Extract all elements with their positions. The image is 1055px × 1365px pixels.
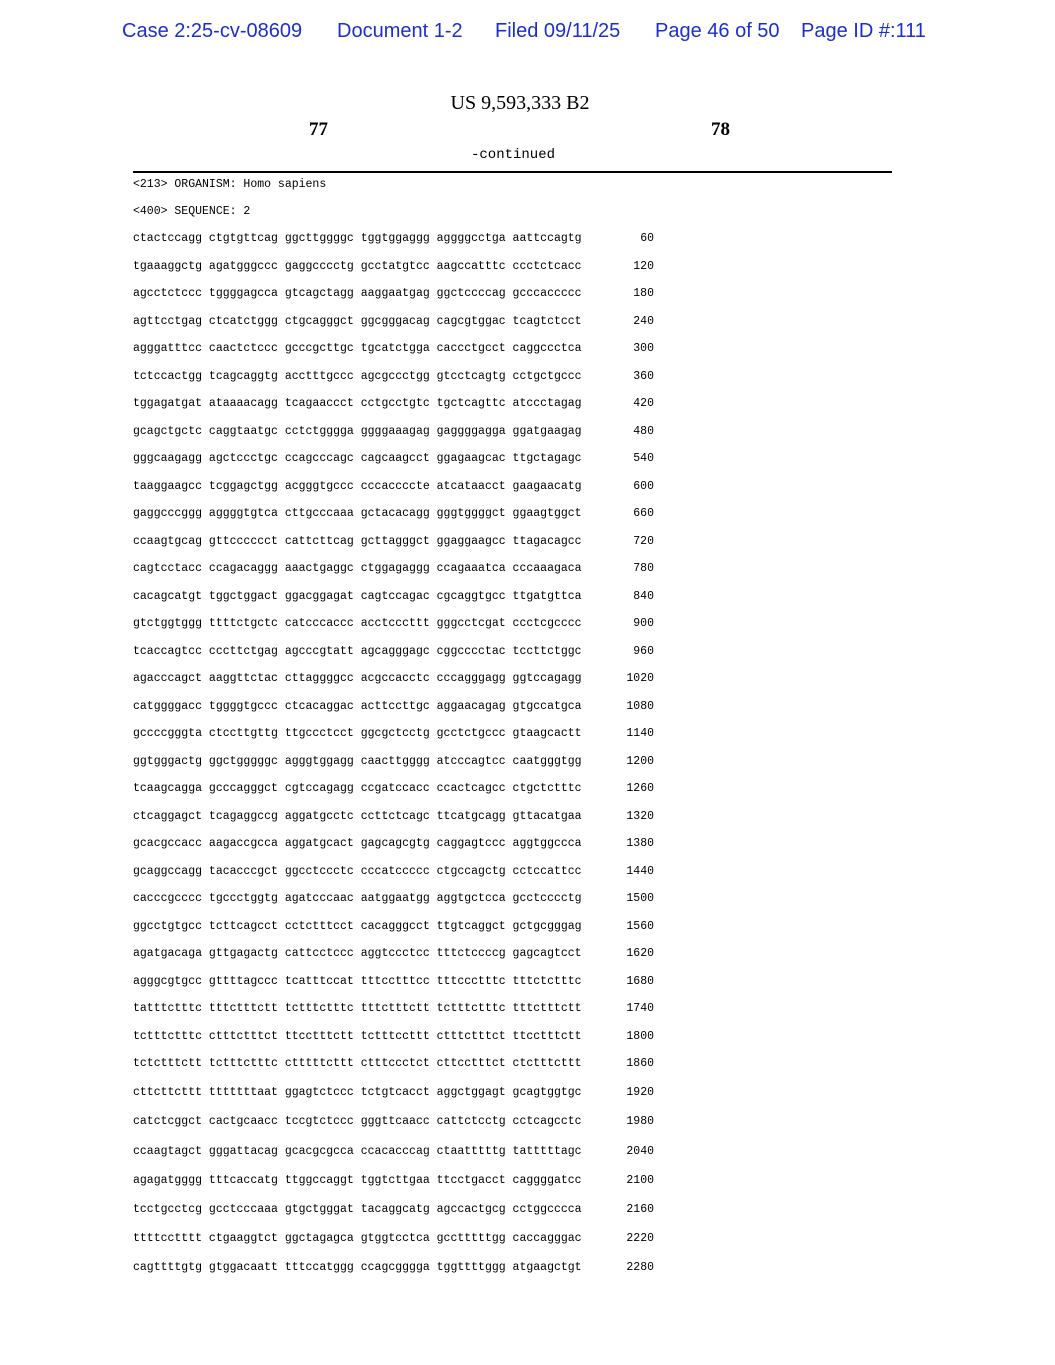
sequence-position: 1740: [626, 1002, 654, 1015]
patent-number: US 9,593,333 B2: [450, 92, 590, 114]
sequence-text: ctactccagg ctgtgttcag ggcttggggc tggtggaggg aggggcctga aattccagtg: [133, 232, 582, 245]
sequence-row: [133, 535, 693, 563]
sequence-position: 1380: [626, 837, 654, 850]
organism-line: <213> ORGANISM: Homo sapiens: [133, 178, 327, 191]
sequence-row: [133, 975, 693, 1003]
sequence-text: ggcctgtgcc tcttcagcct cctctttcct cacagggcct ttgtcaggct gctgcgggag: [133, 919, 582, 933]
sequence-row: [133, 892, 693, 920]
sequence-row: [133, 700, 693, 728]
sequence-row: [133, 1030, 693, 1058]
sequence-row: [133, 1232, 693, 1261]
sequence-text: cagttttgtg gtggacaatt tttccatggg ccagcgggga tggttttggg atgaagctgt: [133, 1261, 582, 1275]
sequence-row: [133, 617, 693, 645]
sequence-position: 1920: [626, 1086, 654, 1100]
sequence-row: [133, 947, 693, 975]
sequence-text: cagtcctacc ccagacaggg aaactgaggc ctggagaggg ccagaaatca cccaaagaca: [133, 562, 582, 575]
sequence-position: 300: [633, 342, 654, 355]
sequence-text: tgaaaggctg agatgggccc gaggcccctg gcctatgtcc aagccatttc ccctctcacc: [133, 259, 582, 273]
sequence-row: [133, 672, 693, 700]
sequence-position: 120: [633, 259, 654, 273]
sequence-text: agatgacaga gttgagactg cattcctccc aggtccctcc tttctccccg gagcagtcct: [133, 947, 582, 960]
sequence-row: [133, 315, 693, 343]
sequence-row: [133, 1145, 693, 1174]
sequence-text: gaggcccggg aggggtgtca cttgcccaaa gctacacagg gggtggggct ggaagtggct: [133, 507, 582, 520]
sequence-position: 1620: [626, 947, 654, 960]
sequence-text: gcagctgctc caggtaatgc cctctgggga ggggaaagag gaggggagga ggatgaagag: [133, 424, 582, 438]
sequence-position: 360: [633, 369, 654, 383]
sequence-position: 2220: [626, 1232, 654, 1246]
sequence-text: tctctttctt tctttctttc ctttttcttt ctttccctct cttcctttct ctctttcttt: [133, 1057, 582, 1070]
sequence-listing: [133, 232, 693, 1291]
sequence-position: 1320: [626, 809, 654, 823]
sequence-row: [133, 755, 693, 783]
sequence-text: tcaccagtcc cccttctgag agcccgtatt agcagggagc cggcccctac tccttctggc: [133, 644, 582, 658]
sequence-row: [133, 1174, 693, 1203]
sequence-position: 840: [633, 589, 654, 603]
sequence-row: [133, 1057, 693, 1086]
case-number: Case 2:25-cv-08609: [122, 20, 303, 42]
sequence-position: 1500: [626, 892, 654, 905]
sequence-position: 1440: [626, 864, 654, 878]
sequence-text: catggggacc tggggtgccc ctcacaggac acttccttgc aggaacagag gtgccatgca: [133, 699, 582, 713]
sequence-text: tctccactgg tcagcaggtg acctttgccc agcgccctgg gtcctcagtg cctgctgccc: [133, 369, 582, 383]
sequence-row: [133, 452, 693, 480]
sequence-row: [133, 507, 693, 535]
sequence-row: [133, 260, 693, 288]
sequence-text: gccccgggta ctccttgttg ttgccctcct ggcgctcctg gcctctgccc gtaagcactt: [133, 727, 582, 740]
sequence-position: 1080: [626, 699, 654, 713]
sequence-text: tcctgcctcg gcctcccaaa gtgctgggat tacaggcatg agccactgcg cctggcccca: [133, 1202, 582, 1216]
sequence-position: 2160: [626, 1202, 654, 1216]
sequence-position: 1260: [626, 782, 654, 795]
sequence-row: [133, 370, 693, 398]
sequence-text: gcacgccacc aagaccgcca aggatgcact gagcagcgtg caggagtccc aggtggccca: [133, 837, 582, 850]
sequence-row: [133, 810, 693, 838]
sequence-position: 60: [640, 232, 654, 245]
sequence-text: cacccgcccc tgccctggtg agatcccaac aatggaatgg aggtgctcca gcctcccctg: [133, 892, 582, 905]
page-id: Page ID #:111: [801, 20, 926, 42]
column-number-left: 77: [309, 119, 328, 140]
sequence-position: 540: [633, 452, 654, 465]
sequence-position: 1800: [626, 1029, 654, 1043]
sequence-position: 480: [633, 424, 654, 438]
sequence-position: 1200: [626, 754, 654, 768]
sequence-position: 2280: [626, 1261, 654, 1275]
sequence-text: agggatttcc caactctccc gcccgcttgc tgcatctgga caccctgcct caggccctca: [133, 342, 582, 355]
sequence-row: [133, 562, 693, 590]
document-number: Document 1-2: [337, 20, 463, 42]
page-count: Page 46 of 50: [655, 20, 780, 42]
sequence-text: tggagatgat ataaaacagg tcagaaccct cctgcctgtc tgctcagttc atccctagag: [133, 397, 582, 410]
sequence-text: agacccagct aaggttctac cttaggggcc acgccacctc cccagggagg ggtccagagg: [133, 672, 582, 685]
sequence-position: 900: [633, 617, 654, 630]
sequence-row: [133, 1086, 693, 1115]
sequence-text: ttttcctttt ctgaaggtct ggctagagca gtggtcctca gcctttttgg caccagggac: [133, 1232, 582, 1246]
sequence-row: [133, 397, 693, 425]
sequence-text: ctcaggagct tcagaggccg aggatgcctc ccttctcagc ttcatgcagg gttacatgaa: [133, 809, 582, 823]
column-number-right: 78: [711, 119, 730, 140]
sequence-text: gtctggtggg ttttctgctc catcccaccc acctcccttt gggcctcgat ccctcgcccc: [133, 617, 582, 630]
header-divider: [133, 171, 892, 173]
sequence-row: [133, 782, 693, 810]
sequence-text: agagatgggg tttcaccatg ttggccaggt tggtcttgaa ttcctgacct caggggatcc: [133, 1173, 582, 1187]
sequence-text: cttcttcttt tttttttaat ggagtctccc tctgtcacct aggctggagt gcagtggtgc: [133, 1086, 582, 1100]
sequence-text: agttcctgag ctcatctggg ctgcagggct ggcgggacag cagcgtggac tcagtctcct: [133, 314, 582, 328]
sequence-text: taaggaagcc tcggagctgg acgggtgccc cccaccccte atcataacct gaagaacatg: [133, 479, 582, 493]
sequence-position: 420: [633, 397, 654, 410]
sequence-position: 1680: [626, 974, 654, 988]
sequence-text: agggcgtgcc gttttagccc tcatttccat tttcctttcc tttccctttc tttctctttc: [133, 974, 582, 988]
sequence-position: 180: [633, 287, 654, 300]
continued-label: -continued: [470, 147, 555, 163]
sequence-row: [133, 590, 693, 618]
sequence-position: 960: [633, 644, 654, 658]
sequence-text: ccaagtagct gggattacag gcacgcgcca ccacacccag ctaatttttg tatttttagc: [133, 1144, 582, 1158]
sequence-text: tcaagcagga gcccagggct cgtccagagg ccgatccacc ccactcagcc ctgctctttc: [133, 782, 582, 795]
sequence-position: 720: [633, 534, 654, 548]
sequence-position: 780: [633, 562, 654, 575]
sequence-text: catctcggct cactgcaacc tccgtctccc gggttcaacc cattctcctg cctcagcctc: [133, 1115, 582, 1129]
sequence-position: 1860: [626, 1057, 654, 1070]
sequence-position: 240: [633, 314, 654, 328]
sequence-position: 1560: [626, 919, 654, 933]
sequence-text: ccaagtgcag gttcccccct cattcttcag gcttagggct ggaggaagcc ttagacagcc: [133, 534, 582, 548]
sequence-text: ggtgggactg ggctgggggc agggtggagg caacttgggg atcccagtcc caatgggtgg: [133, 754, 582, 768]
sequence-row: [133, 920, 693, 948]
filed-date: Filed 09/11/25: [495, 20, 621, 42]
sequence-position: 1980: [626, 1115, 654, 1129]
sequence-row: [133, 342, 693, 370]
sequence-row: [133, 480, 693, 508]
sequence-text: tctttctttc ctttctttct ttcctttctt tctttccttt ctttctttct ttcctttctt: [133, 1029, 582, 1043]
sequence-row: [133, 1261, 693, 1290]
sequence-position: 1140: [626, 727, 654, 740]
sequence-text: gcaggccagg tacacccgct ggcctccctc cccatccccc ctgccagctg cctccattcc: [133, 864, 582, 878]
court-filing-header: [0, 20, 1055, 44]
sequence-row: [133, 287, 693, 315]
sequence-row: [133, 1203, 693, 1232]
sequence-text: gggcaagagg agctccctgc ccagcccagc cagcaagcct ggagaagcac ttgctagagc: [133, 452, 582, 465]
sequence-row: [133, 1002, 693, 1030]
sequence-position: 600: [633, 479, 654, 493]
sequence-row: [133, 1115, 693, 1144]
sequence-id-line: <400> SEQUENCE: 2: [133, 205, 251, 218]
sequence-text: cacagcatgt tggctggact ggacggagat cagtccagac cgcaggtgcc ttgatgttca: [133, 589, 582, 603]
sequence-position: 2040: [626, 1144, 654, 1158]
sequence-position: 2100: [626, 1173, 654, 1187]
sequence-position: 1020: [626, 672, 654, 685]
sequence-row: [133, 865, 693, 893]
sequence-row: [133, 837, 693, 865]
sequence-row: [133, 645, 693, 673]
sequence-position: 660: [633, 507, 654, 520]
sequence-text: tatttctttc tttctttctt tctttctttc tttctttctt tctttctttc tttctttctt: [133, 1002, 582, 1015]
sequence-text: agcctctccc tggggagcca gtcagctagg aaggaatgag ggctccccag gcccaccccc: [133, 287, 582, 300]
sequence-row: [133, 727, 693, 755]
sequence-row: [133, 232, 693, 260]
sequence-row: [133, 425, 693, 453]
